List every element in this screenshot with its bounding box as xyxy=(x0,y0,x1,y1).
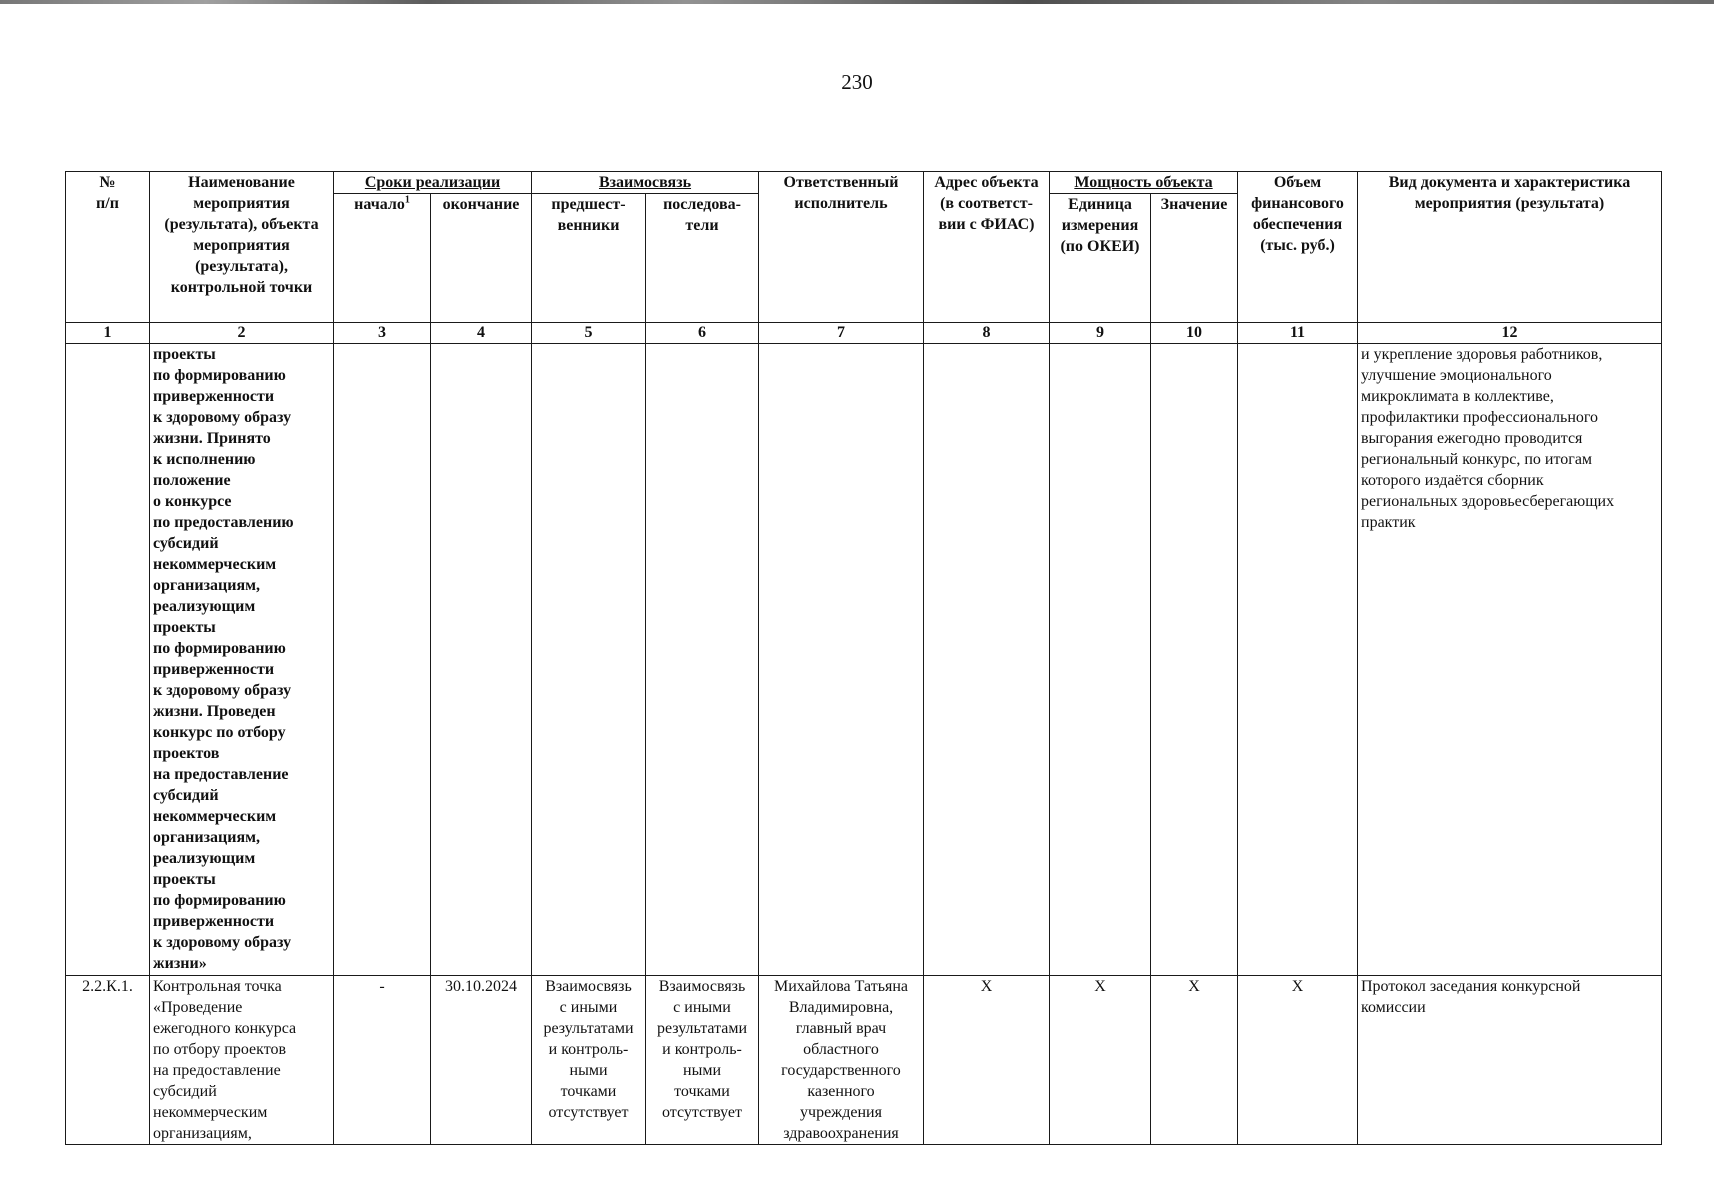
table-row xyxy=(66,976,1662,1145)
cell-unit: X xyxy=(1050,976,1151,1145)
header-start-footnote: 1 xyxy=(404,194,410,206)
page-number: 230 xyxy=(841,70,873,94)
header-no: № п/п xyxy=(66,172,150,323)
column-number: 1 xyxy=(66,323,150,344)
cell-unit xyxy=(1050,344,1151,976)
cell-end xyxy=(431,344,532,976)
scan-edge xyxy=(0,0,1714,4)
column-number: 4 xyxy=(431,323,532,344)
column-number: 8 xyxy=(924,323,1050,344)
column-number: 12 xyxy=(1358,323,1662,344)
cell-responsible xyxy=(759,344,924,976)
header-name: Наименование мероприятия (результата), объекта мероприятия (результата), контрольной точки xyxy=(150,172,334,323)
column-number: 11 xyxy=(1238,323,1358,344)
column-number: 6 xyxy=(646,323,759,344)
header-start-label: начало xyxy=(354,196,405,213)
column-number: 5 xyxy=(532,323,646,344)
header-end: окончание xyxy=(431,194,532,323)
header-terms-group xyxy=(334,172,532,194)
cell-doc-type: Протокол заседания конкурсной комиссии xyxy=(1358,976,1662,1145)
header-relation-label: Взаимосвязь xyxy=(598,174,692,191)
cell-address xyxy=(924,344,1050,976)
cell-successors: Взаимосвязь с иными результатами и контроль- ными точками отсутствует xyxy=(646,976,759,1145)
header-unit: Единица измерения (по ОКЕИ) xyxy=(1050,194,1151,323)
cell-address: X xyxy=(924,976,1050,1145)
cell-predecessors: Взаимосвязь с иными результатами и контроль- ными точками отсутствует xyxy=(532,976,646,1145)
cell-doc-type: и укрепление здоровья работников, улучшение эмоционального микроклимата в коллективе, профилактики профессионального выгорания ежегодно проводится региональный конкурс, по итогам которого издаётся сборник региональных здоровьесберегающих практик xyxy=(1358,344,1662,976)
activity-table xyxy=(65,171,1662,1145)
cell-responsible: Михайлова Татьяна Владимировна, главный врач областного государственного казенного учреждения здравоохранения xyxy=(759,976,924,1145)
header-row-1 xyxy=(66,172,1662,194)
cell-name: Контрольная точка «Проведение ежегодного конкурса по отбору проектов на предоставление субсидий некоммерческим организациям, xyxy=(150,976,334,1145)
header-start xyxy=(334,194,431,323)
cell-successors xyxy=(646,344,759,976)
header-responsible: Ответственный исполнитель xyxy=(759,172,924,323)
column-number-row xyxy=(66,323,1662,344)
column-number: 3 xyxy=(334,323,431,344)
header-funding: Объем финансового обеспечения (тыс. руб.) xyxy=(1238,172,1358,323)
cell-predecessors xyxy=(532,344,646,976)
header-capacity-group xyxy=(1050,172,1238,194)
header-address: Адрес объекта (в соответст- вии с ФИАС) xyxy=(924,172,1050,323)
header-terms-label: Сроки реализации xyxy=(364,174,501,191)
column-number: 2 xyxy=(150,323,334,344)
column-number: 7 xyxy=(759,323,924,344)
header-value: Значение xyxy=(1151,194,1238,323)
table-row xyxy=(66,344,1662,976)
header-capacity-label: Мощность объекта xyxy=(1074,174,1213,191)
column-number: 10 xyxy=(1151,323,1238,344)
header-relation-group xyxy=(532,172,759,194)
cell-funding: X xyxy=(1238,976,1358,1145)
header-successors: последова- тели xyxy=(646,194,759,323)
cell-start: - xyxy=(334,976,431,1145)
header-predecessors: предшест- венники xyxy=(532,194,646,323)
cell-start xyxy=(334,344,431,976)
cell-value xyxy=(1151,344,1238,976)
cell-value: X xyxy=(1151,976,1238,1145)
cell-no xyxy=(66,344,150,976)
column-number: 9 xyxy=(1050,323,1151,344)
cell-funding xyxy=(1238,344,1358,976)
cell-name: проекты по формированию приверженности к здоровому образу жизни. Принято к исполнению положение о конкурсе по предоставлению субсидий некоммерческим организациям, реализующим проекты по формированию приверженности к здоровому образу жизни. Проведен конкурс по отбору проектов на предоставление субсидий некоммерческим организациям, реализующим проекты по формированию приверженности к здоровому образу жизни» xyxy=(150,344,334,976)
cell-no: 2.2.К.1. xyxy=(66,976,150,1145)
header-doc-type: Вид документа и характеристика мероприятия (результата) xyxy=(1358,172,1662,323)
cell-end: 30.10.2024 xyxy=(431,976,532,1145)
